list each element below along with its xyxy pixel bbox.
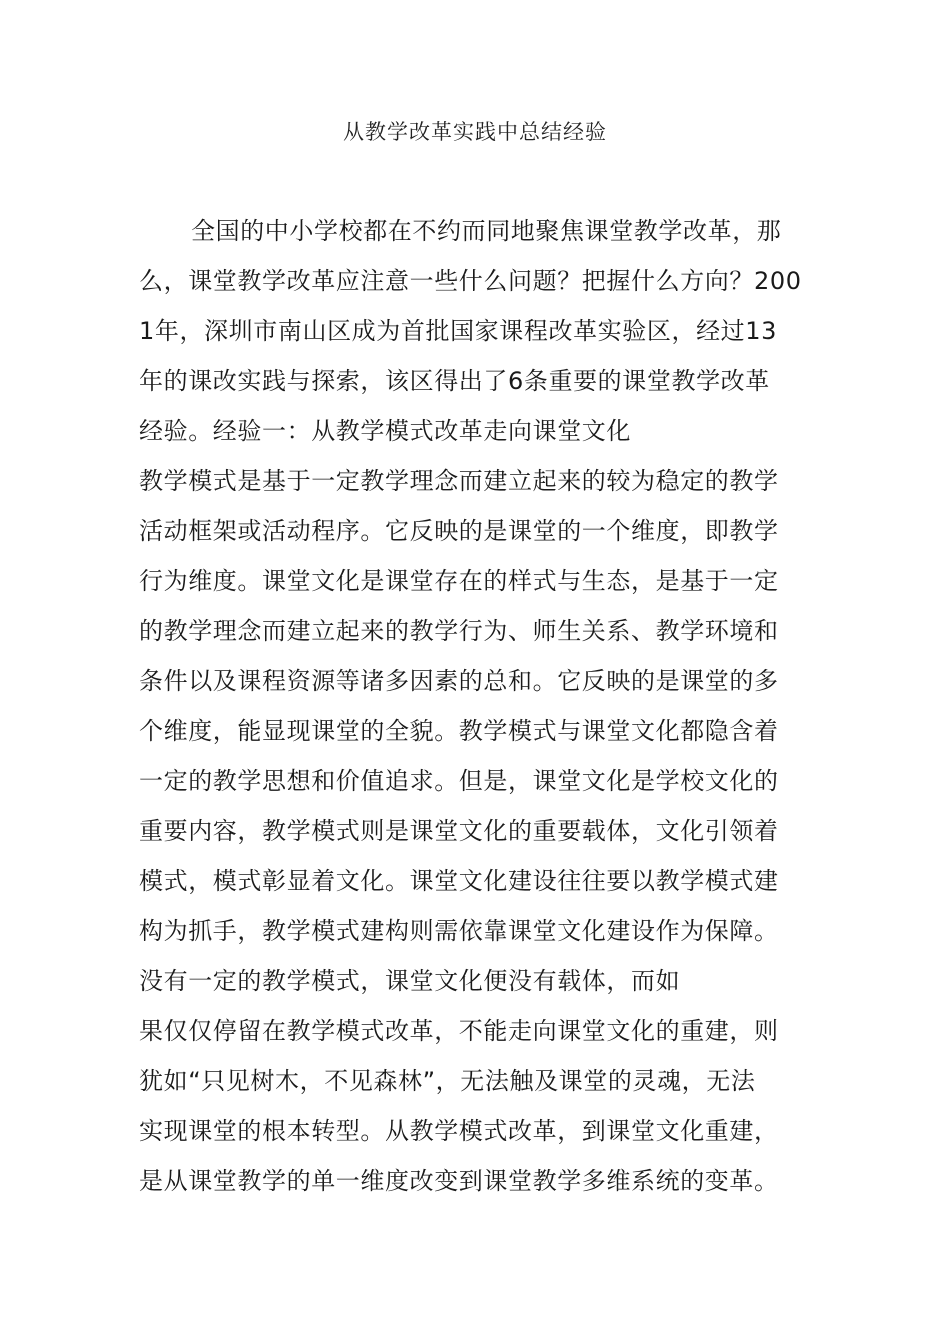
- text-line: 重要内容，教学模式则是课堂文化的重要载体，文化引领着: [139, 817, 779, 845]
- text-line: 个维度，能显现课堂的全貌。教学模式与课堂文化都隐含着: [139, 717, 779, 745]
- text-line: 构为抓手，教学模式建构则需依靠课堂文化建设作为保障。: [139, 917, 779, 945]
- text-line: 没有一定的教学模式，课堂文化便没有载体，而如: [139, 967, 681, 995]
- text-line: 果仅仅停留在教学模式改革，不能走向课堂文化的重建，则: [139, 1017, 779, 1045]
- text-line: 一定的教学思想和价值追求。但是，课堂文化是学校文化的: [139, 767, 779, 795]
- text-line: 犹如“只见树木，不见森林”，无法触及课堂的灵魂，无法: [139, 1067, 756, 1095]
- document-title: 从教学改革实践中总结经验: [343, 120, 607, 144]
- text-line: 条件以及课程资源等诸多因素的总和。它反映的是课堂的多: [139, 667, 779, 695]
- text-line: 的教学理念而建立起来的教学行为、师生关系、教学环境和: [139, 617, 779, 645]
- text-line: 是从课堂教学的单一维度改变到课堂教学多维系统的变革。: [139, 1167, 779, 1195]
- text-line: 实现课堂的根本转型。从教学模式改革，到课堂文化重建，: [139, 1117, 779, 1145]
- text-line: 么，课堂教学改革应注意一些什么问题？把握什么方向？200: [139, 267, 802, 295]
- text-line: 全国的中小学校都在不约而同地聚焦课堂教学改革，那: [191, 217, 782, 245]
- text-line: 经验。经验一：从教学模式改革走向课堂文化: [139, 417, 631, 445]
- document-body: [139, 206, 829, 1206]
- text-line: 1年，深圳市南山区成为首批国家课程改革实验区，经过13: [139, 317, 778, 345]
- text-line: 模式，模式彰显着文化。课堂文化建设往往要以教学模式建: [139, 867, 779, 895]
- text-line: 年的课改实践与探索，该区得出了6条重要的课堂教学改革: [139, 367, 770, 395]
- text-line: 行为维度。课堂文化是课堂存在的样式与生态，是基于一定: [139, 567, 779, 595]
- text-line: 活动框架或活动程序。它反映的是课堂的一个维度，即教学: [139, 517, 779, 545]
- text-line: 教学模式是基于一定教学理念而建立起来的较为稳定的教学: [139, 467, 779, 495]
